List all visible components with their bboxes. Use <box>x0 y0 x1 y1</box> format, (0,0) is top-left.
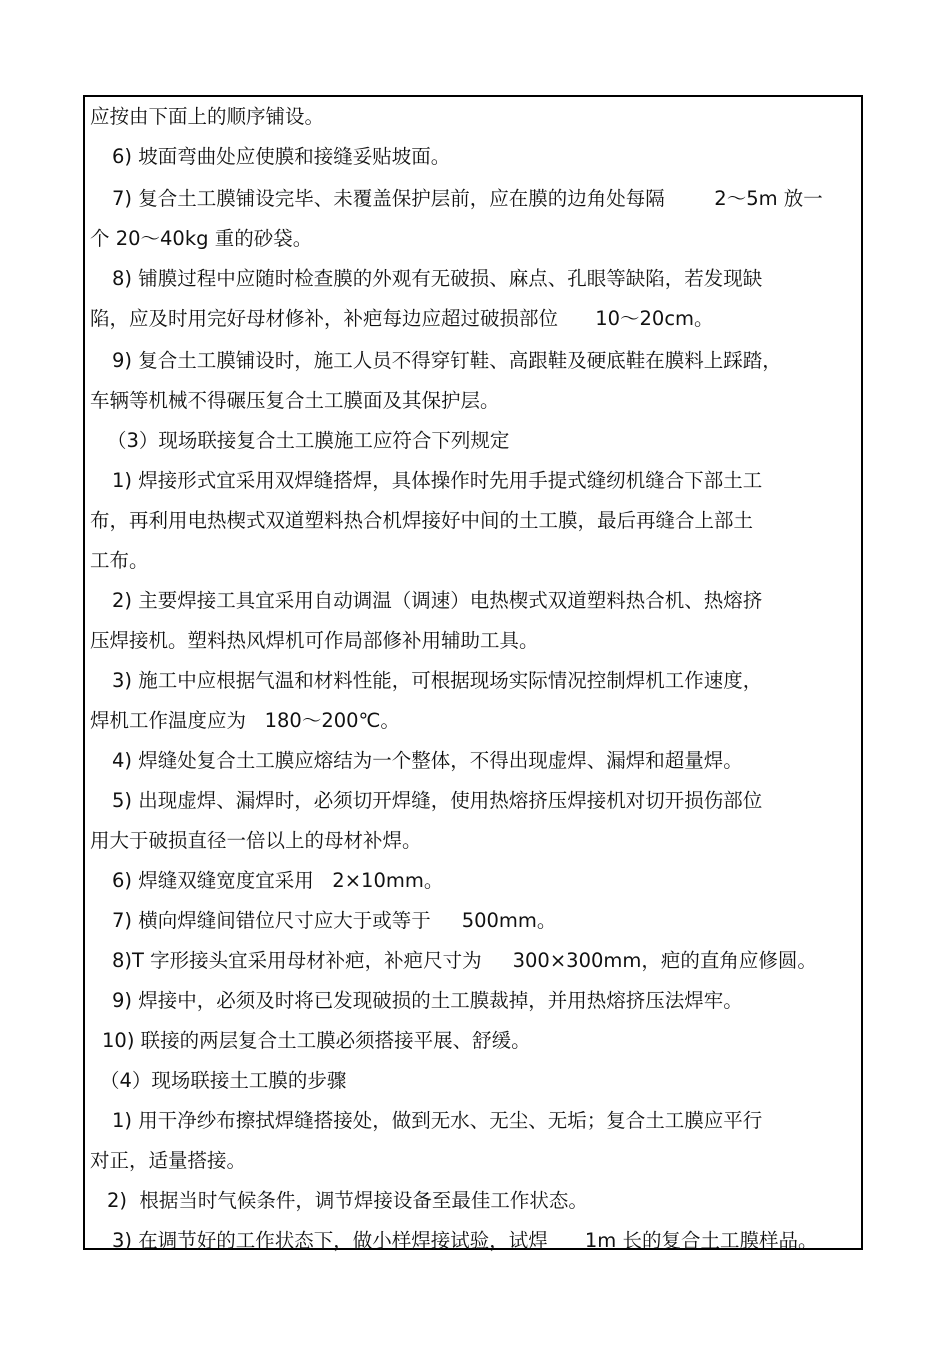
document-frame <box>83 95 863 1250</box>
text-line: 3) 施工中应根据气温和材料性能，可根据现场实际情况控制焊机工作速度， <box>112 669 763 692</box>
section-heading: （4）现场联接土工膜的步骤 <box>100 1069 347 1092</box>
text-line: 1) 焊接形式宜采用双焊缝搭焊，具体操作时先用手提式缝纫机缝合下部土工 <box>112 469 763 492</box>
text-line: 8) 铺膜过程中应随时检查膜的外观有无破损、麻点、孔眼等缺陷，若发现缺 <box>112 267 763 290</box>
text-line: 工布。 <box>90 549 149 572</box>
text-line: 8)T 字形接头宜采用母材补疤，补疤尺寸为 300×300mm，疤的直角应修圆。 <box>112 949 817 972</box>
section-heading: （3）现场联接复合土工膜施工应符合下列规定 <box>107 429 510 452</box>
text-line: 2) 根据当时气候条件，调节焊接设备至最佳工作状态。 <box>107 1189 588 1212</box>
text-line: 6) 焊缝双缝宽度宜采用 2×10mm。 <box>112 869 444 892</box>
text-line: 7) 复合土工膜铺设完毕、未覆盖保护层前，应在膜的边角处每隔 2～5m 放一 <box>112 187 823 210</box>
text-line: 4) 焊缝处复合土工膜应熔结为一个整体，不得出现虚焊、漏焊和超量焊。 <box>112 749 743 772</box>
text-line: 车辆等机械不得碾压复合土工膜面及其保护层。 <box>90 389 500 412</box>
text-line: 6) 坡面弯曲处应使膜和接缝妥贴坡面。 <box>112 145 451 168</box>
text-line: 布，再利用电热楔式双道塑料热合机焊接好中间的土工膜，最后再缝合上部土 <box>90 509 754 532</box>
text-line: 2) 主要焊接工具宜采用自动调温（调速）电热楔式双道塑料热合机、热熔挤 <box>112 589 763 612</box>
text-line: 5) 出现虚焊、漏焊时，必须切开焊缝，使用热熔挤压焊接机对切开损伤部位 <box>112 789 763 812</box>
text-line: 用大于破损直径一倍以上的母材补焊。 <box>90 829 422 852</box>
text-line: 个 20～40kg 重的砂袋。 <box>90 227 313 250</box>
text-line: 9) 焊接中，必须及时将已发现破损的土工膜裁掉，并用热熔挤压法焊牢。 <box>112 989 743 1012</box>
text-line: 3) 在调节好的工作状态下，做小样焊接试验，试焊 1m 长的复合土工膜样品。 <box>112 1229 818 1252</box>
text-line: 1) 用干净纱布擦拭焊缝搭接处，做到无水、无尘、无垢；复合土工膜应平行 <box>112 1109 763 1132</box>
text-line: 焊机工作温度应为 180～200℃。 <box>90 709 400 732</box>
text-line: 应按由下面上的顺序铺设。 <box>90 105 325 128</box>
text-line: 9) 复合土工膜铺设时，施工人员不得穿钉鞋、高跟鞋及硬底鞋在膜料上踩踏， <box>112 349 782 372</box>
text-line: 7) 横向焊缝间错位尺寸应大于或等于 500mm。 <box>112 909 557 932</box>
text-line: 对正，适量搭接。 <box>90 1149 247 1172</box>
text-line: 陷，应及时用完好母材修补，补疤每边应超过破损部位 10～20cm。 <box>90 307 714 330</box>
text-line: 10) 联接的两层复合土工膜必须搭接平展、舒缓。 <box>102 1029 531 1052</box>
text-line: 压焊接机。塑料热风焊机可作局部修补用辅助工具。 <box>90 629 539 652</box>
